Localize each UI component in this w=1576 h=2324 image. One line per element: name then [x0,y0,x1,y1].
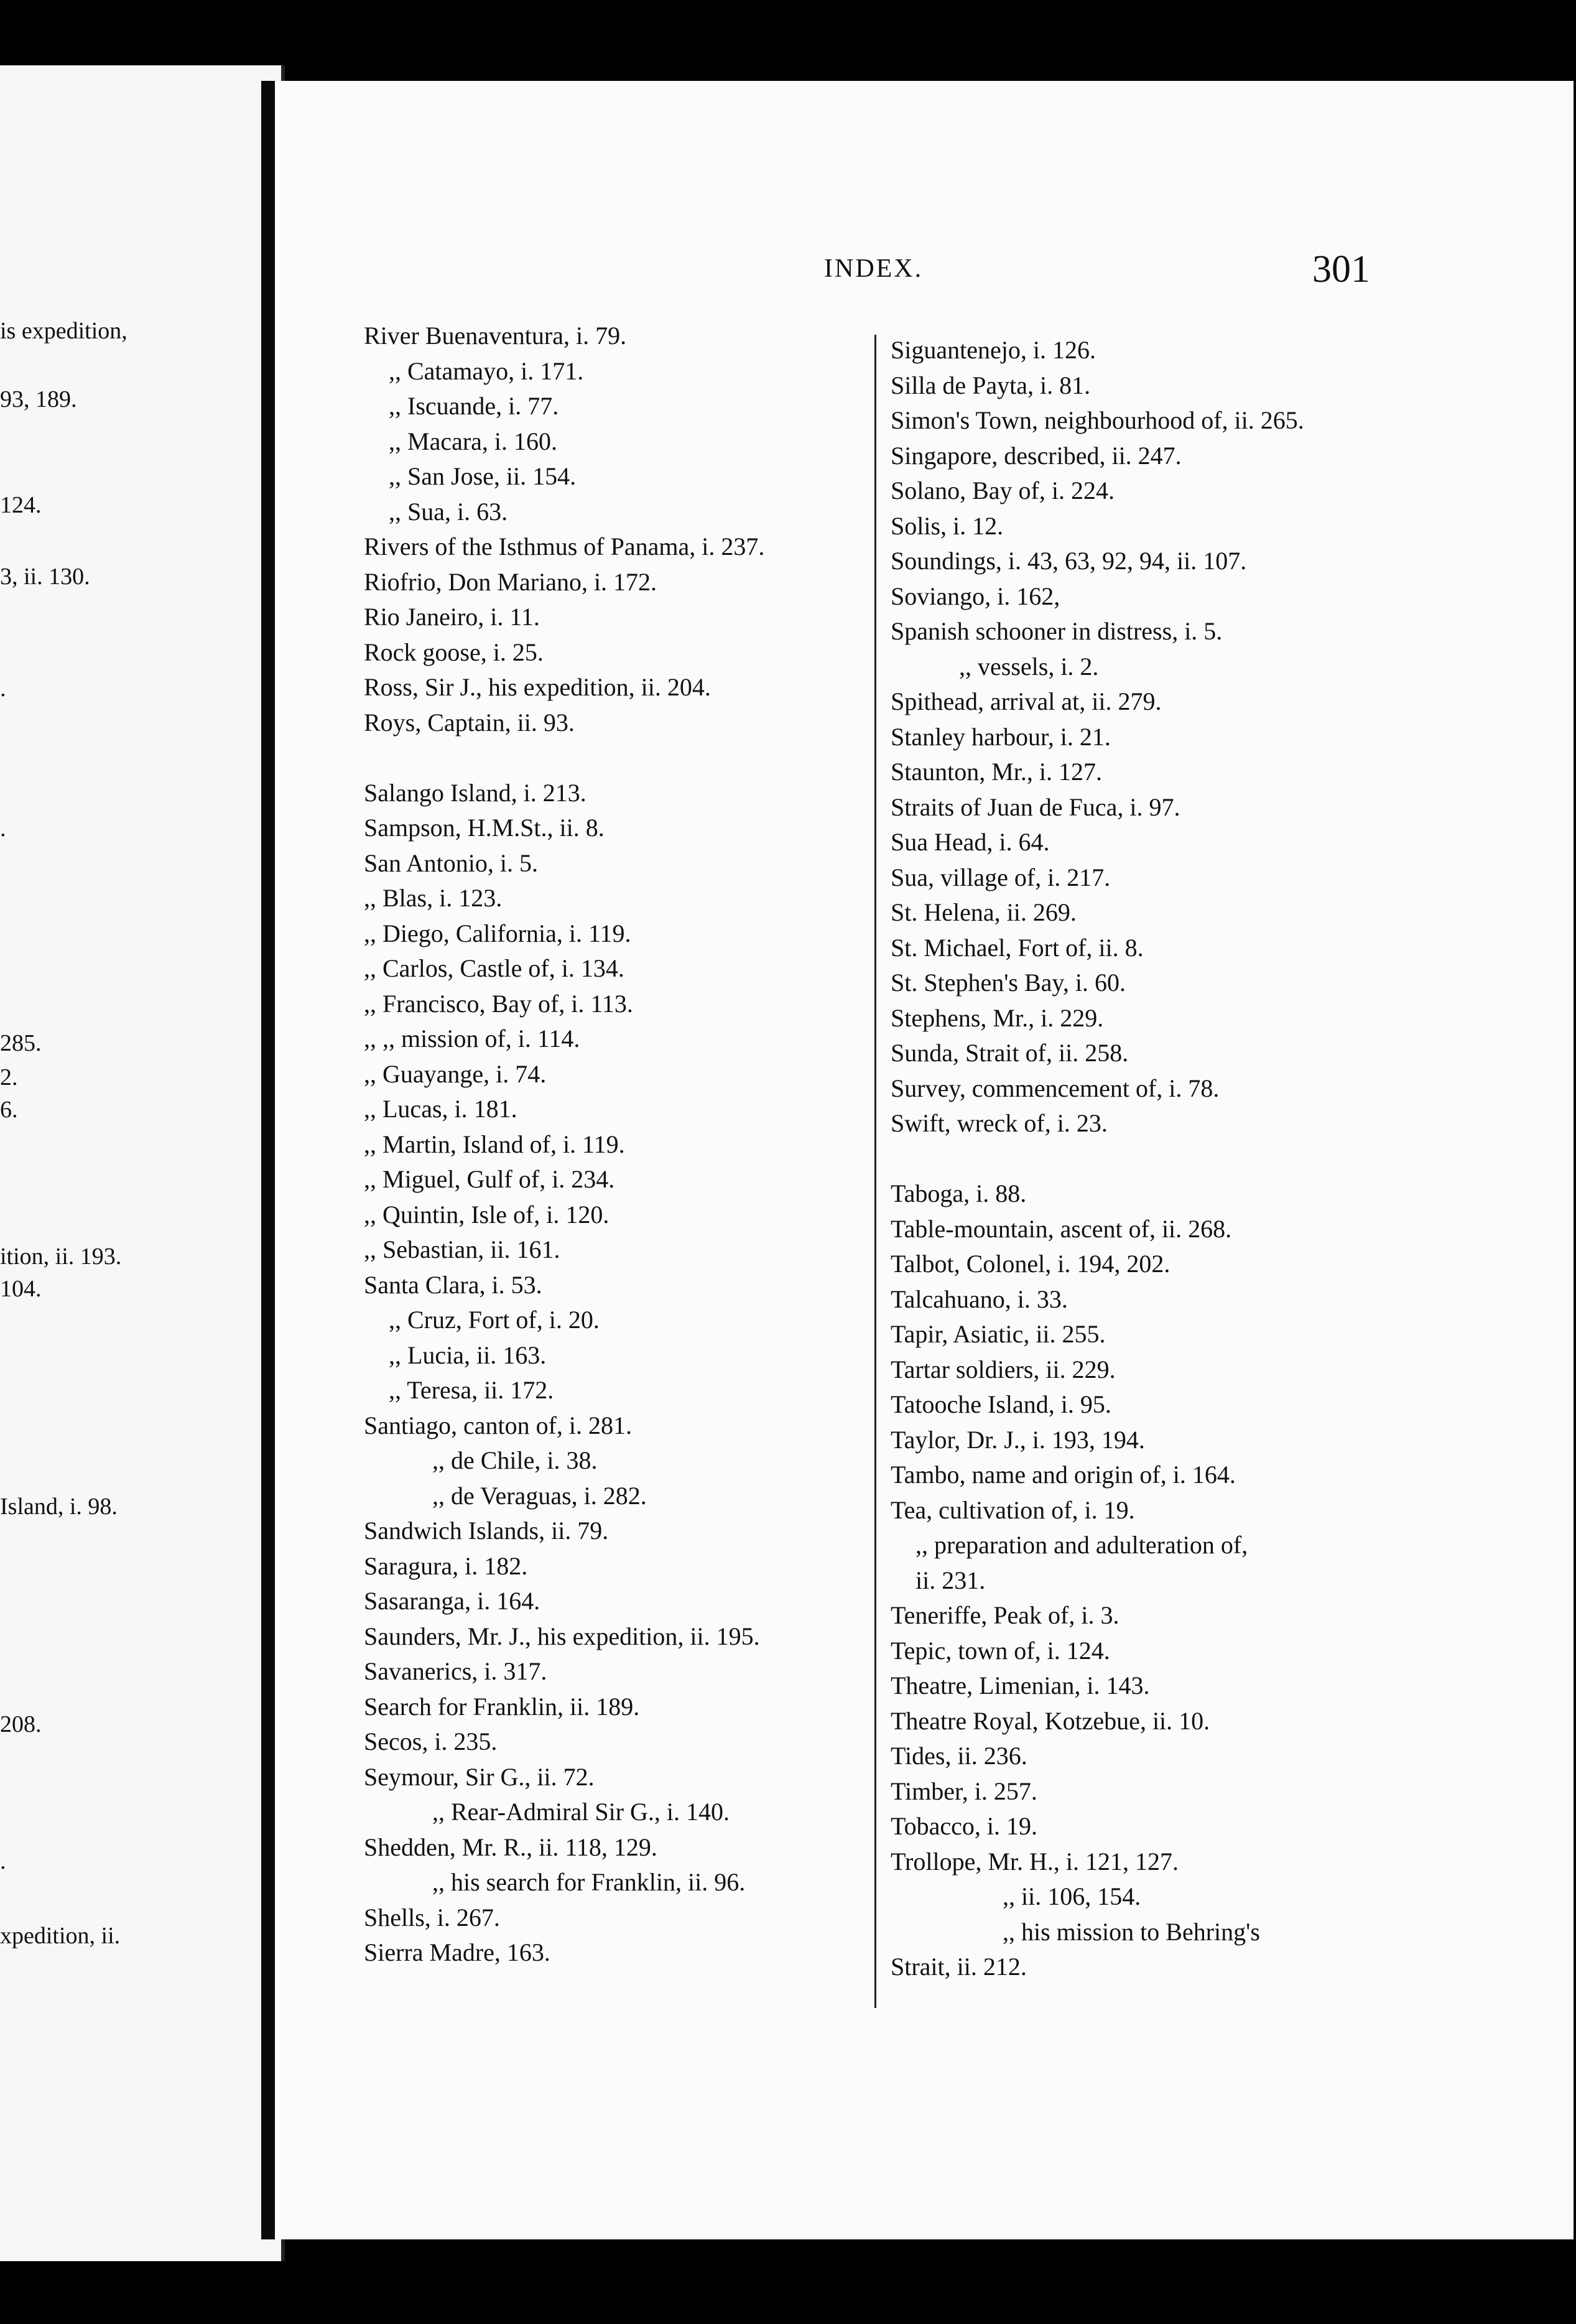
index-entry: River Buenaventura, i. 79. [364,322,627,350]
index-entry: Santa Clara, i. 53. [364,1270,542,1299]
index-entry: ,, Cruz, Fort of, i. 20. [389,1306,600,1334]
index-entry: Table-mountain, ascent of, ii. 268. [891,1214,1232,1243]
index-entry: Sampson, H.M.St., ii. 8. [364,814,605,842]
index-entry: Silla de Payta, i. 81. [891,371,1091,399]
facing-page-fragment: ition, ii. 193. [0,1243,122,1270]
index-entry: Sua Head, i. 64. [891,828,1050,856]
index-entry: Tepic, town of, i. 124. [891,1636,1110,1665]
facing-page-fragment: 2. [0,1064,18,1090]
index-entry: Survey, commencement of, i. 78. [891,1074,1220,1102]
index-entry: ,, Rear-Admiral Sir G., i. 140. [432,1798,730,1826]
index-entry: Tatooche Island, i. 95. [891,1390,1111,1418]
index-entry: Talbot, Colonel, i. 194, 202. [891,1250,1170,1278]
index-entry: ,, ,, mission of, i. 114. [364,1025,580,1053]
index-entry: Trollope, Mr. H., i. 121, 127. [891,1847,1179,1875]
index-entry: Spithead, arrival at, ii. 279. [891,687,1162,715]
index-entry: Seymour, Sir G., ii. 72. [364,1762,595,1791]
index-entry: ,, Francisco, Bay of, i. 113. [364,989,633,1018]
index-entry: Soviango, i. 162, [891,582,1060,610]
index-entry: ,, Miguel, Gulf of, i. 234. [364,1165,615,1193]
index-entry: St. Helena, ii. 269. [891,898,1077,926]
index-entry: Staunton, Mr., i. 127. [891,758,1103,786]
index-entry: Sua, village of, i. 217. [891,863,1111,891]
index-entry: Talcahuano, i. 33. [891,1285,1068,1313]
index-entry: ,, Guayange, i. 74. [364,1059,547,1088]
index-entry: Timber, i. 257. [891,1777,1037,1805]
index-section-gap [364,740,868,776]
index-entry: Saunders, Mr. J., his expedition, ii. 195. [364,1622,760,1650]
facing-page-fragment: . [0,1848,6,1874]
facing-page-fragment: 3, ii. 130. [0,564,90,590]
index-entry: Tea, cultivation of, i. 19. [891,1495,1135,1524]
index-entry: ,, his mission to Behring's [1003,1917,1260,1946]
index-entry: San Antonio, i. 5. [364,848,539,877]
index-column-left [364,318,868,1971]
index-entry: St. Michael, Fort of, ii. 8. [891,933,1144,962]
facing-page-fragment: 208. [0,1711,42,1737]
index-entry: Santiago, canton of, i. 281. [364,1411,633,1439]
facing-page-fragment: . [0,816,6,842]
index-entry: Shells, i. 267. [364,1903,500,1931]
index-entry: Simon's Town, neighbourhood of, ii. 265. [891,406,1304,434]
index-entry: Shedden, Mr. R., ii. 118, 129. [364,1833,657,1861]
index-entry: Tobacco, i. 19. [891,1812,1038,1840]
index-entry: Tides, ii. 236. [891,1742,1027,1770]
index-entry: Spanish schooner in distress, i. 5. [891,617,1223,645]
facing-page-fragment: xpedition, ii. [0,1923,121,1949]
index-entry: Siguantenejo, i. 126. [891,336,1096,364]
index-entry: Taylor, Dr. J., i. 193, 194. [891,1425,1145,1454]
index-entry: Straits of Juan de Fuca, i. 97. [891,792,1180,821]
index-entry: Strait, ii. 212. [891,1953,1027,1981]
index-entry: Teneriffe, Peak of, i. 3. [891,1601,1119,1629]
index-entry: Soundings, i. 43, 63, 92, 94, ii. 107. [891,547,1247,575]
index-entry: ,, Macara, i. 160. [389,427,558,455]
facing-page-fragment: 124. [0,492,42,518]
index-entry: ,, Lucas, i. 181. [364,1095,517,1123]
index-entry: Swift, wreck of, i. 23. [891,1109,1108,1137]
facing-page-fragment: 93, 189. [0,386,77,412]
index-entry: ,, preparation and adulteration of, [915,1531,1248,1559]
facing-page-fragment: 285. [0,1030,42,1056]
running-header: INDEX. [824,254,924,283]
index-entry: ,, Quintin, Isle of, i. 120. [364,1200,610,1229]
index-entry: ,, Catamayo, i. 171. [389,356,584,385]
index-entry: Ross, Sir J., his expedition, ii. 204. [364,673,711,701]
index-entry: Tartar soldiers, ii. 229. [891,1355,1116,1383]
index-entry: Solis, i. 12. [891,511,1004,540]
index-entry: Riofrio, Don Mariano, i. 172. [364,567,657,596]
index-entry: Sandwich Islands, ii. 79. [364,1517,609,1545]
index-entry: ,, Teresa, ii. 172. [389,1376,554,1404]
page-number: 301 [1312,248,1370,290]
index-entry: ,, Diego, California, i. 119. [364,919,631,947]
facing-page-fragment: is expedition, [0,318,127,344]
index-entry: Salango Island, i. 213. [364,778,586,807]
index-entry: ,, Lucia, ii. 163. [389,1341,547,1369]
index-entry: ,, ii. 106, 154. [1003,1882,1141,1910]
index-entry: Roys, Captain, ii. 93. [364,708,575,737]
index-section-gap [891,1141,1401,1177]
index-entry: ,, his search for Franklin, ii. 96. [432,1868,746,1896]
column-divider [874,335,876,2008]
left-facing-page [0,65,285,2261]
index-entry: Tambo, name and origin of, i. 164. [891,1461,1236,1489]
index-entry: St. Stephen's Bay, i. 60. [891,969,1126,997]
index-entry: ii. 231. [915,1566,986,1594]
index-entry: Tapir, Asiatic, ii. 255. [891,1320,1106,1348]
index-entry: Rivers of the Isthmus of Panama, i. 237. [364,532,765,560]
index-entry: ,, Sebastian, ii. 161. [364,1235,560,1263]
index-entry: ,, Martin, Island of, i. 119. [364,1130,625,1158]
index-entry: ,, Sua, i. 63. [389,497,508,526]
facing-page-fragment: 6. [0,1097,18,1123]
index-entry: Taboga, i. 88. [891,1179,1027,1207]
facing-page-fragment: Island, i. 98. [0,1494,118,1520]
index-entry: Theatre Royal, Kotzebue, ii. 10. [891,1706,1210,1735]
index-entry: ,, de Chile, i. 38. [432,1446,598,1474]
index-entry: ,, San Jose, ii. 154. [389,462,577,490]
index-entry: Sierra Madre, 163. [364,1938,550,1966]
index-entry: Singapore, described, ii. 247. [891,441,1182,470]
index-entry: ,, Blas, i. 123. [364,884,503,912]
index-entry: Secos, i. 235. [364,1727,498,1755]
index-entry: Sasaranga, i. 164. [364,1587,540,1615]
index-entry: Savanerics, i. 317. [364,1657,547,1685]
facing-page-fragment: 104. [0,1276,42,1302]
index-entry: Search for Franklin, ii. 189. [364,1692,640,1721]
facing-page-fragment: . [0,676,6,702]
index-column-right [891,333,1401,1985]
index-entry: Stephens, Mr., i. 229. [891,1003,1104,1032]
index-entry: Rio Janeiro, i. 11. [364,603,540,631]
index-entry: ,, Iscuande, i. 77. [389,392,559,420]
index-entry: ,, vessels, i. 2. [959,652,1099,681]
index-entry: Rock goose, i. 25. [364,638,544,666]
index-entry: Sunda, Strait of, ii. 258. [891,1039,1129,1067]
index-entry: ,, de Veraguas, i. 282. [432,1481,647,1510]
index-entry: ,, Carlos, Castle of, i. 134. [364,954,624,982]
index-entry: Solano, Bay of, i. 224. [891,476,1115,504]
index-entry: Theatre, Limenian, i. 143. [891,1671,1150,1699]
index-entry: Stanley harbour, i. 21. [891,722,1111,751]
index-entry: Saragura, i. 182. [364,1551,528,1580]
